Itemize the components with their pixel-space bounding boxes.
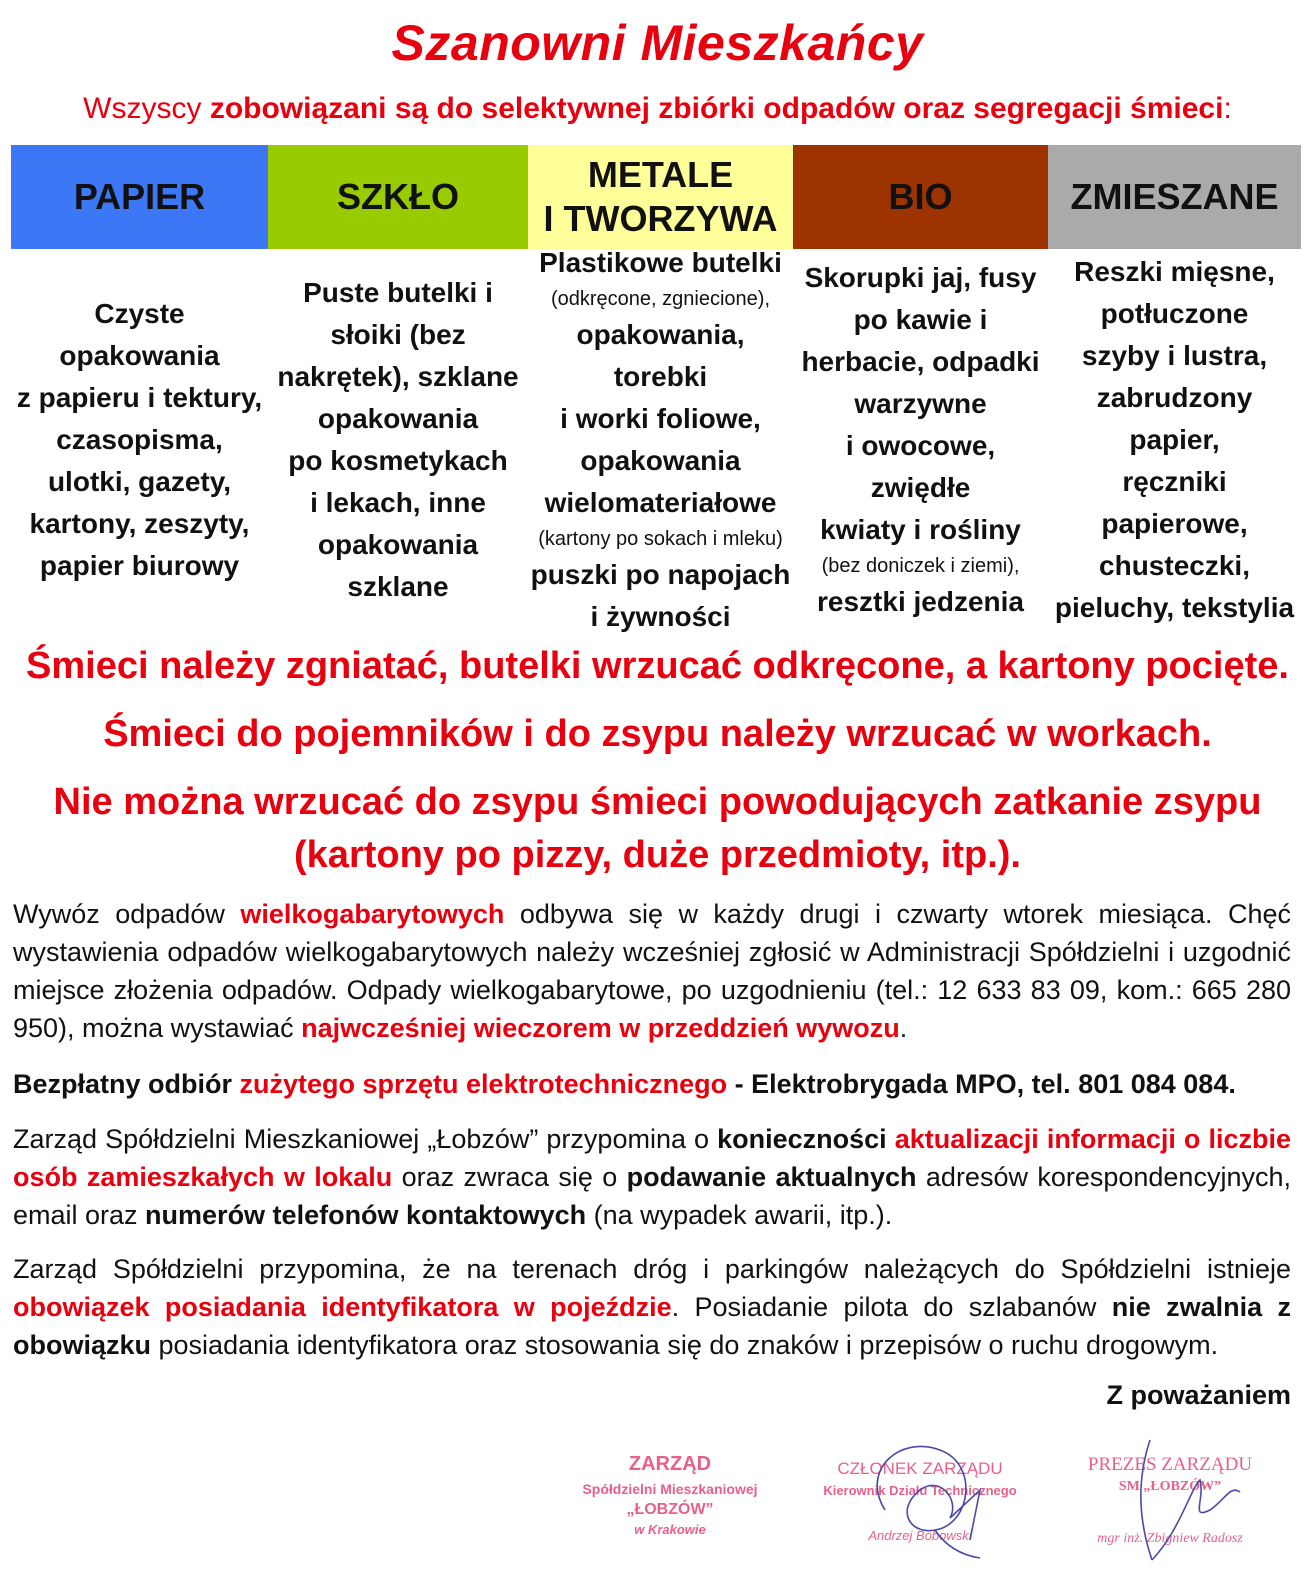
category-header-row — [11, 145, 1301, 249]
text-span: Wywóz odpadów — [13, 899, 241, 929]
subtitle-pre: Wszyscy — [83, 92, 210, 125]
desc-line: Skorupki jaj, fusy — [804, 261, 1037, 293]
desc-line: Reszki mięsne, — [1074, 255, 1275, 287]
parking-id-paragraph — [13, 1250, 1291, 1364]
category-zmieszane-label: ZMIESZANE — [1070, 176, 1279, 217]
desc-line: chusteczki, — [1099, 549, 1250, 581]
rule-line-4: (kartony po pizzy, duże przedmioty, itp.). — [294, 834, 1021, 876]
president-stamp — [1088, 1454, 1252, 1546]
subtitle — [0, 92, 1315, 126]
desc-line: opakowania — [317, 528, 479, 560]
subtitle-bold: zobowiązani są do selektywnej zbiórki odpadów oraz segregacji śmieci — [209, 92, 1224, 125]
rule-line-1: Śmieci należy zgniatać, butelki wrzucać odkręcone, a kartony pocięte. — [26, 645, 1289, 687]
category-metale-label-line1: METALE — [587, 154, 734, 195]
desc-line: z papieru i tektury, — [16, 381, 263, 413]
desc-line: opakowania — [317, 402, 479, 434]
stamps-and-signatures — [540, 1430, 1300, 1570]
member-stamp-line3: Andrzej Bobowski — [868, 1528, 972, 1543]
text-span: adresów korespondencyjnych, email oraz — [13, 1162, 1291, 1230]
board-stamp-line2: Spółdzielni Mieszkaniowej — [582, 1481, 758, 1497]
board-stamp-line3: „ŁOBZÓW” — [626, 1501, 714, 1518]
member-stamp-line1: CZŁONEK ZARZĄDU — [837, 1459, 1003, 1478]
category-bio-description — [793, 252, 1048, 627]
text-span: Zarząd Spółdzielni Mieszkaniowej „Łobzów” przypomina o — [13, 1124, 718, 1154]
electro-waste-paragraph — [13, 1065, 1291, 1103]
bold-span: nie zwalnia z obowiązku — [13, 1292, 1291, 1360]
text-span: . Posiadanie pilota do szlabanów — [671, 1292, 1112, 1322]
highlight-span: wielkogabarytowych — [240, 899, 505, 929]
desc-line: pieluchy, tekstylia — [1054, 591, 1295, 623]
bold-span: podawanie aktualnych — [626, 1162, 917, 1192]
president-stamp-line1: PREZES ZARZĄDU — [1087, 1454, 1253, 1475]
text-span: Bezpłatny odbiór — [13, 1069, 240, 1099]
highlight-span: najwcześniej wieczorem w przeddzień wywozu — [301, 1013, 900, 1043]
desc-line: zabrudzony papier, — [1096, 381, 1253, 455]
text-span: Zarząd Spółdzielni przypomina, że na terenach dróg i parkingów należących do Spółdzielni istnieje — [13, 1254, 1291, 1284]
desc-line: warzywne — [854, 387, 987, 419]
desc-line: i żywności — [590, 600, 731, 632]
text-span — [887, 1124, 895, 1154]
desc-note: (kartony po sokach i mleku) — [538, 527, 783, 550]
category-papier-header — [11, 145, 268, 249]
category-szklo-description — [268, 252, 528, 627]
category-papier-description — [11, 252, 268, 627]
category-zmieszane-description — [1048, 252, 1301, 627]
page-title: Szanowni Mieszkańcy — [391, 15, 924, 71]
category-bio-label: BIO — [888, 176, 953, 217]
desc-line: czasopisma, — [56, 423, 223, 455]
subtitle-post: : — [1223, 92, 1232, 125]
desc-line: i owocowe, zwiędłe — [845, 429, 996, 503]
desc-line: słoiki (bez — [330, 318, 466, 350]
bold-span: konieczności — [717, 1124, 887, 1154]
desc-line: nakrętek), szklane — [277, 360, 519, 392]
highlight-span: aktualizacji informacji o liczbie osób zamieszkałych w lokalu — [13, 1124, 1291, 1192]
desc-line: opakowania — [580, 444, 741, 476]
desc-line: herbacie, odpadki — [801, 345, 1040, 377]
text-span: . — [899, 1013, 908, 1043]
desc-line: Plastikowe butelki — [539, 246, 782, 278]
highlight-span: zużytego sprzętu elektrotechnicznego — [239, 1069, 728, 1099]
member-stamp-line2: Kierownik Działu Technicznego — [823, 1483, 1017, 1498]
desc-line: Puste butelki i — [303, 276, 493, 308]
board-stamp — [582, 1453, 757, 1537]
category-description-row — [11, 246, 1301, 632]
text-span: - Elektrobrygada MPO, tel. 801 084 084. — [727, 1069, 1236, 1099]
category-zmieszane-header — [1048, 145, 1301, 249]
residents-info-paragraph — [13, 1120, 1291, 1234]
text-span: (na wypadek awarii, itp.). — [586, 1200, 893, 1230]
desc-line: i lekach, inne — [310, 486, 486, 518]
category-metale-description — [528, 246, 793, 632]
desc-line: szyby i lustra, — [1081, 339, 1268, 371]
desc-line: wielomateriałowe — [544, 486, 777, 518]
desc-line: po kosmetykach — [288, 444, 508, 476]
board-stamp-line4: w Krakowie — [634, 1522, 706, 1537]
president-stamp-line2: SM „ŁOBZÓW” — [1118, 1479, 1222, 1494]
desc-line: puszki po napojach — [530, 558, 791, 590]
desc-line: po kawie i — [853, 303, 988, 335]
desc-line: szklane — [347, 570, 449, 602]
president-stamp-line3: mgr inż. Zbigniew Radosz — [1097, 1531, 1243, 1546]
desc-line: i worki foliowe, — [560, 402, 761, 434]
category-bio-header — [793, 145, 1048, 249]
desc-line: kartony, zeszyty, — [29, 507, 250, 539]
desc-note: (bez doniczek i ziemi), — [821, 554, 1020, 577]
board-stamp-line1: ZARZĄD — [628, 1453, 712, 1475]
desc-note: (odkręcone, zgniecione), — [550, 287, 770, 310]
bold-span: numerów telefonów kontaktowych — [145, 1200, 587, 1230]
text-span: oraz zwraca się o — [392, 1162, 627, 1192]
desc-line: resztki jedzenia — [817, 585, 1024, 617]
highlight-span: obowiązek posiadania identyfikatora w pojeździe — [13, 1292, 672, 1322]
text-span: posiadania identyfikatora oraz stosowania się do znaków i przepisów o ruchu drogowym. — [151, 1330, 1219, 1360]
category-papier-label: PAPIER — [73, 176, 206, 217]
category-metale-header — [528, 145, 793, 249]
desc-line: potłuczone — [1100, 297, 1249, 329]
category-szklo-header — [268, 145, 528, 249]
category-metale-label-line2: I TWORZYWA — [543, 198, 778, 239]
member-stamp — [823, 1459, 1016, 1543]
text-span: odbywa się w każdy drugi i czwarty wtorek miesiąca. Chęć wystawienia odpadów wielkogabarytowych należy wcześniej zgłosić w Administracji Spółdzielni i uzgodnić miejsce złożenia odpadów. Odpady wielkogabarytowe, po uzgodnieniu (tel.: 12 633 83 09, kom.: 665 280 950), można wystawiać — [13, 899, 1291, 1043]
bulky-waste-paragraph — [13, 895, 1291, 1047]
closing-regards: Z poważaniem — [1106, 1380, 1291, 1410]
category-szklo-label: SZKŁO — [337, 176, 459, 217]
rule-line-2: Śmieci do pojemników i do zsypu należy wrzucać w workach. — [103, 713, 1212, 755]
desc-line: ręczniki papierowe, — [1101, 465, 1248, 539]
desc-line: Czyste opakowania — [59, 297, 220, 371]
rule-line-3: Nie można wrzucać do zsypu śmieci powodujących zatkanie zsypu — [53, 781, 1262, 823]
desc-line: kwiaty i rośliny — [820, 513, 1021, 545]
desc-line: papier biurowy — [39, 549, 240, 581]
desc-line: opakowania, torebki — [576, 318, 745, 392]
desc-line: ulotki, gazety, — [47, 465, 232, 497]
